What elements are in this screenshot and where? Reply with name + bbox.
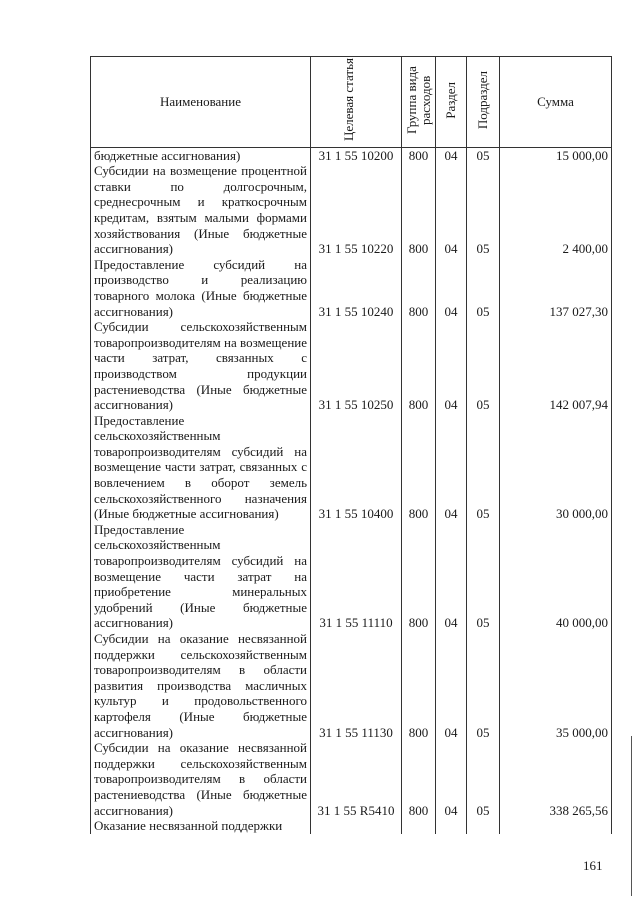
row-section: 04 [436, 319, 467, 413]
row-code: 31 1 55 10240 [311, 257, 402, 319]
row-subsection [467, 818, 500, 834]
row-sum: 15 000,00 [500, 147, 612, 163]
margin-line [631, 736, 632, 896]
row-name: Субсидии на оказание несвязанной поддержки сельскохозяйственным товаропроизводителям в области растениеводства (Иные бюджетные ассигнования) [91, 740, 311, 818]
row-name: Оказание несвязанной поддержки [91, 818, 311, 834]
header-sum: Сумма [500, 57, 612, 148]
row-group: 800 [402, 257, 436, 319]
row-code: 31 1 55 11110 [311, 522, 402, 631]
row-group [402, 818, 436, 834]
row-group: 800 [402, 163, 436, 257]
row-group: 800 [402, 631, 436, 740]
row-group: 800 [402, 740, 436, 818]
row-code: 31 1 55 10400 [311, 413, 402, 522]
row-sum: 40 000,00 [500, 522, 612, 631]
row-section: 04 [436, 163, 467, 257]
row-subsection: 05 [467, 413, 500, 522]
row-code: 31 1 55 10220 [311, 163, 402, 257]
row-name: Предоставление субсидий на производство и реализацию товарного молока (Иные бюджетные ассигнования) [91, 257, 311, 319]
header-section: Раздел [436, 57, 467, 148]
row-section [436, 818, 467, 834]
table-row [91, 740, 612, 818]
row-sum: 338 265,56 [500, 740, 612, 818]
table-row [91, 257, 612, 319]
row-section: 04 [436, 257, 467, 319]
page-number: 161 [583, 858, 603, 873]
row-subsection: 05 [467, 257, 500, 319]
row-group: 800 [402, 147, 436, 163]
budget-table [90, 56, 612, 834]
table-row [91, 818, 612, 834]
row-section: 04 [436, 522, 467, 631]
row-code [311, 818, 402, 834]
table-row [91, 319, 612, 413]
header-code: Целевая статья [311, 57, 402, 148]
table-row [91, 147, 612, 163]
row-sum: 35 000,00 [500, 631, 612, 740]
header-name: Наименование [91, 57, 311, 148]
row-section: 04 [436, 740, 467, 818]
row-sum [500, 818, 612, 834]
table-row [91, 163, 612, 257]
row-section: 04 [436, 147, 467, 163]
row-sum: 142 007,94 [500, 319, 612, 413]
table-body [91, 147, 612, 834]
row-code: 31 1 55 10200 [311, 147, 402, 163]
header-subsection: Подраздел [467, 57, 500, 148]
row-name: бюджетные ассигнования) [91, 147, 311, 163]
row-sum: 137 027,30 [500, 257, 612, 319]
row-group: 800 [402, 319, 436, 413]
row-subsection: 05 [467, 631, 500, 740]
row-subsection: 05 [467, 522, 500, 631]
row-code: 31 1 55 R5410 [311, 740, 402, 818]
row-name: Предоставление сельскохозяйственным товаропроизводителям субсидий на возмещение части затрат на приобретение минеральных удобрений (Иные бюджетные ассигнования) [91, 522, 311, 631]
row-subsection: 05 [467, 147, 500, 163]
row-subsection: 05 [467, 740, 500, 818]
row-group: 800 [402, 413, 436, 522]
row-subsection: 05 [467, 319, 500, 413]
row-section: 04 [436, 413, 467, 522]
table-header [91, 57, 612, 148]
row-name: Субсидии сельскохозяйственным товаропроизводителям на возмещение части затрат, связанных с производством продукции растениеводства (Иные бюджетные ассигнования) [91, 319, 311, 413]
row-section: 04 [436, 631, 467, 740]
row-name: Предоставление сельскохозяйственным товаропроизводителям субсидий на возмещение части затрат, связанных с вовлечением в оборот земель сельскохозяйственного назначения (Иные бюджетные ассигнования) [91, 413, 311, 522]
row-group: 800 [402, 522, 436, 631]
table-row [91, 413, 612, 522]
row-sum: 2 400,00 [500, 163, 612, 257]
row-code: 31 1 55 10250 [311, 319, 402, 413]
row-code: 31 1 55 11130 [311, 631, 402, 740]
row-sum: 30 000,00 [500, 413, 612, 522]
table-row [91, 631, 612, 740]
table-row [91, 522, 612, 631]
row-name: Субсидии на возмещение процентной ставки по долгосрочным, среднесрочным и краткосрочным кредитам, взятым малыми формами хозяйствования (Иные бюджетные ассигнования) [91, 163, 311, 257]
header-group: Группа вида расходов [402, 57, 436, 148]
row-subsection: 05 [467, 163, 500, 257]
row-name: Субсидии на оказание несвязанной поддержки сельскохозяйственным товаропроизводителям в области развития производства масличных культур и продовольственного картофеля (Иные бюджетные ассигнования) [91, 631, 311, 740]
